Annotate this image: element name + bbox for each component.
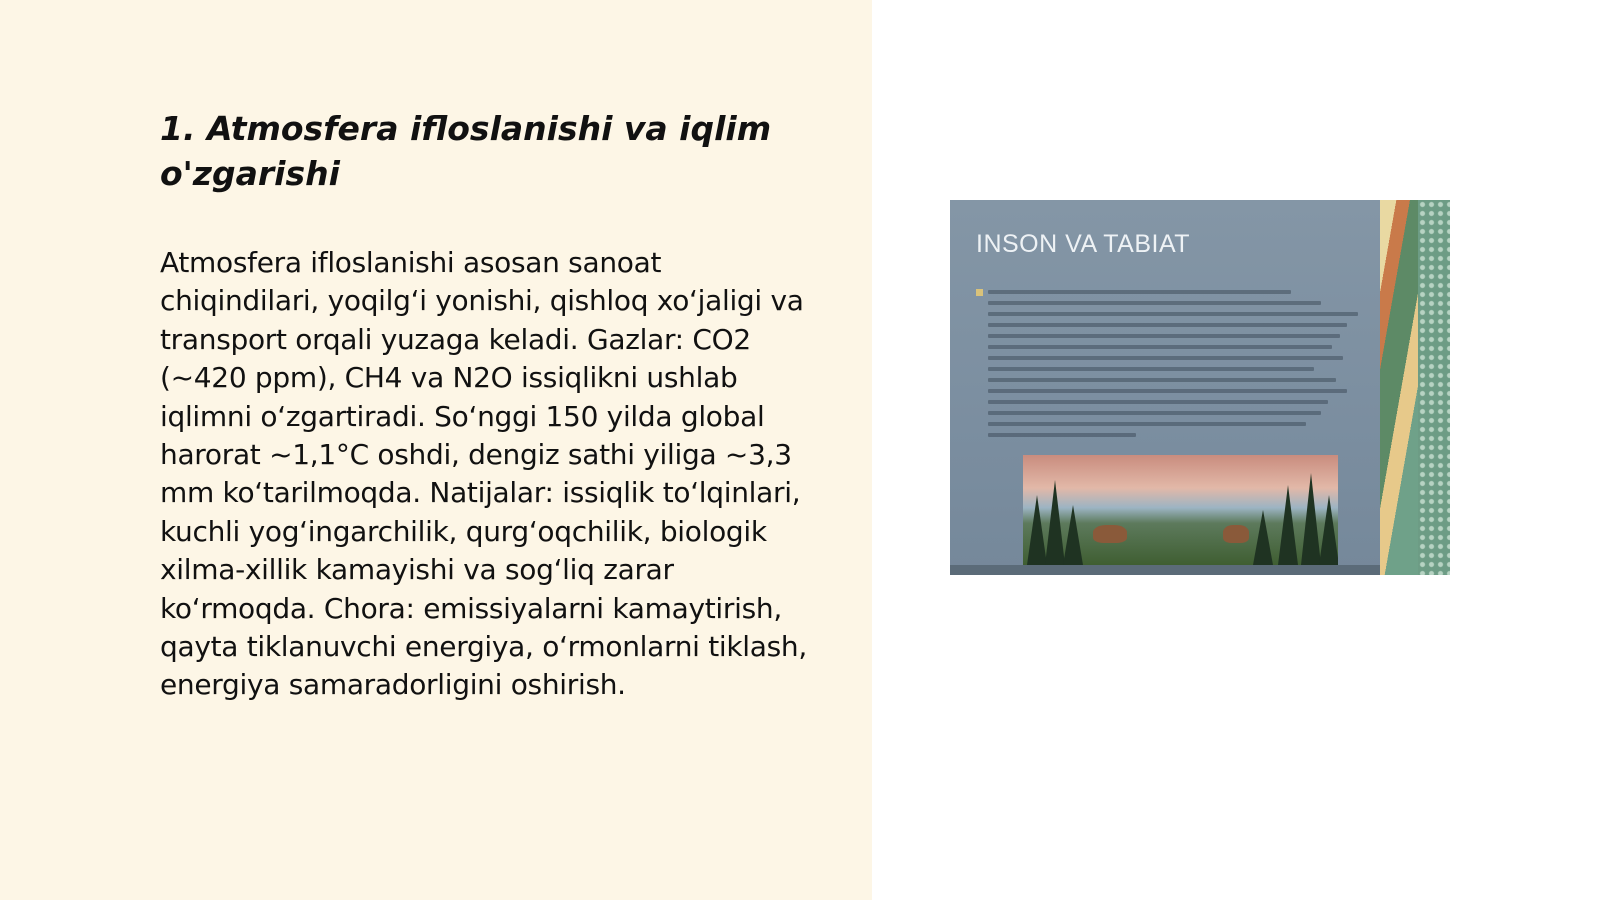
thumbnail-text-lines — [988, 290, 1358, 444]
thumbnail-slide-area — [950, 200, 1380, 575]
slide-thumbnail-image — [950, 200, 1450, 575]
slide-title: 1. Atmosfera ifloslanishi va iqlim o'zgarishi — [160, 109, 772, 193]
thumbnail-decorative-border — [1380, 200, 1450, 575]
thumbnail-title: INSON VA TABIAT — [976, 230, 1191, 258]
slide-body-text: Atmosfera ifloslanishi asosan sanoat chiqindilari, yoqilg‘i yonishi, qishloq xo‘jaligi va transport orqali yuzaga keladi. Gazlar: CO2 (~420 ppm), CH4 va N2O issiqlikni ushlab iqlimni o‘zgartiradi. So‘nggi 150 yilda global harorat ~1,1°C oshdi, dengiz sathi yiliga ~3,3 mm ko‘tarilmoqda. Natijalar: issiqlik to‘lqinlari, kuchli yog‘ingarchilik, qurg‘oqchilik, biologik xilma-xillik kamayishi va sog‘liq zarar ko‘rmoqda. Chora: emissiyalarni kamaytirish, qayta tiklanuvchi energiya, o‘rmonlarni tiklash, energiya samaradorligini oshirish. — [160, 246, 807, 702]
thumbnail-bullet-icon — [976, 289, 983, 296]
thumbnail-landscape-photo — [1023, 455, 1338, 565]
